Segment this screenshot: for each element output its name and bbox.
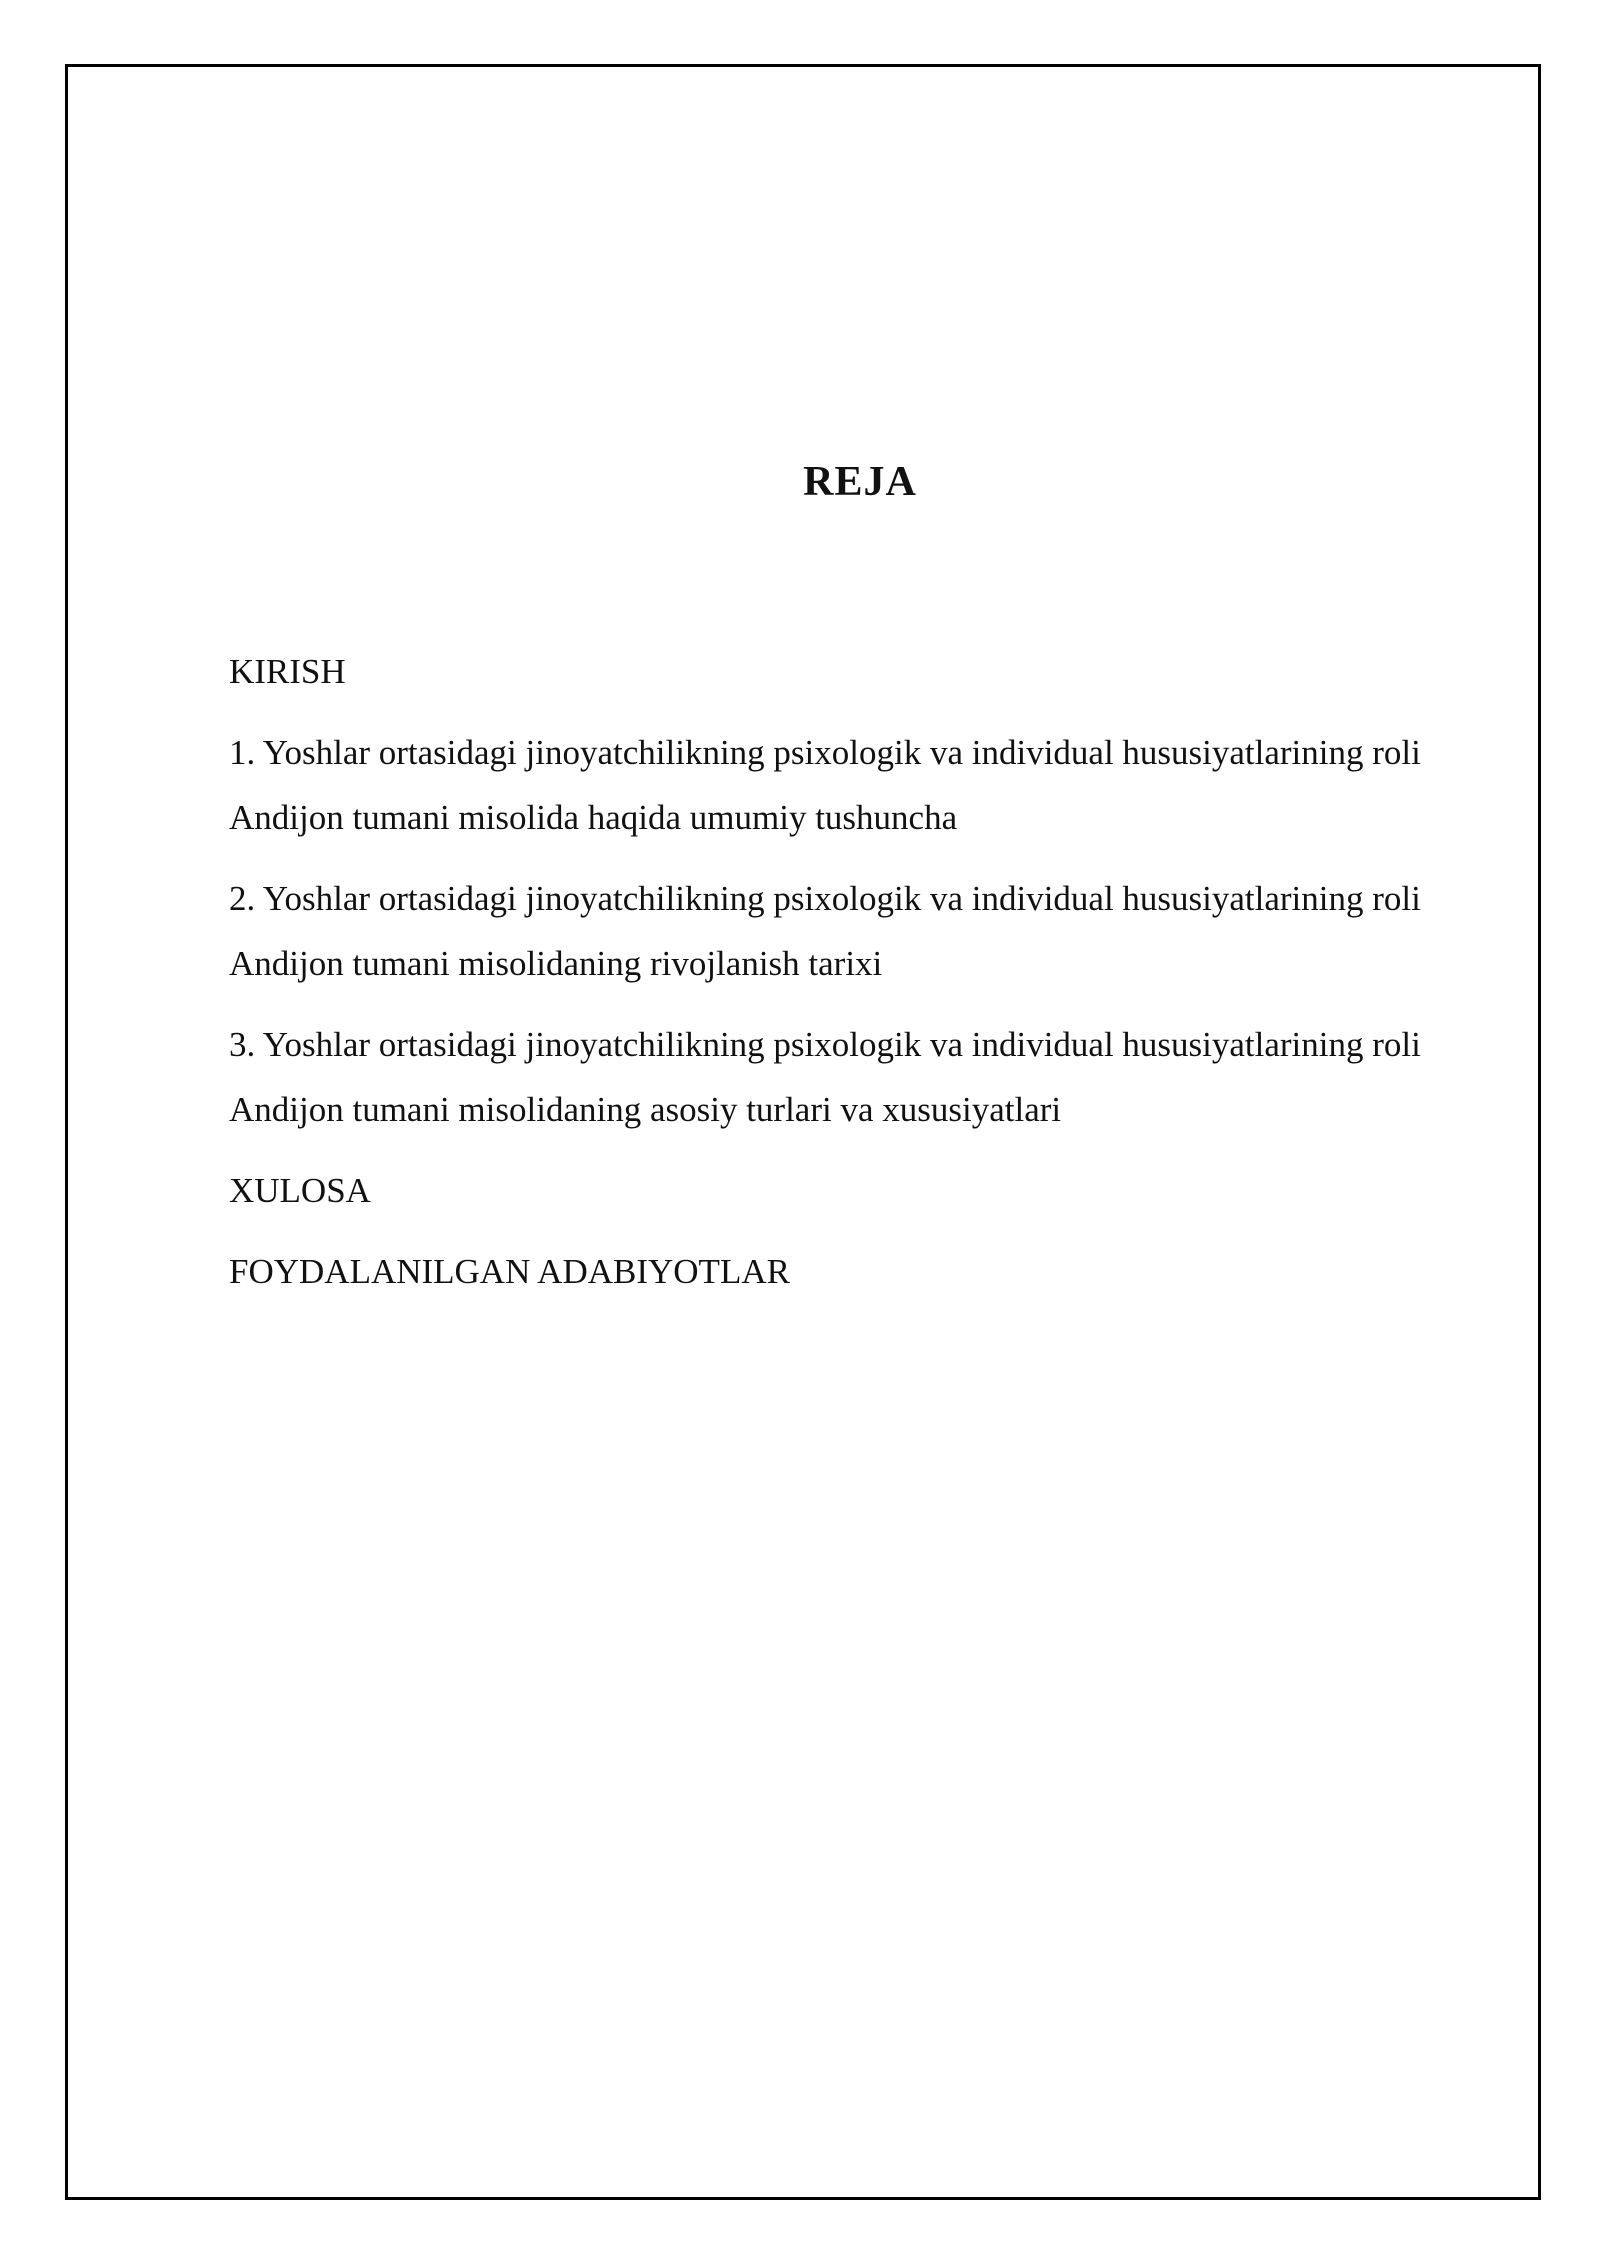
plan-item-references: FOYDALANILGAN ADABIYOTLAR bbox=[229, 1252, 790, 1291]
page-title: REJA bbox=[803, 459, 917, 505]
plan-item-chapter-1: 1. Yoshlar ortasidagi jinoyatchilikning psixologik va individual hususiyatlarining roli Andijon tumani misolida haqida umumiy tushuncha bbox=[229, 733, 1421, 837]
plan-item-introduction: KIRISH bbox=[229, 652, 346, 691]
plan-list bbox=[229, 639, 1479, 1320]
plan-item-chapter-2: 2. Yoshlar ortasidagi jinoyatchilikning psixologik va individual hususiyatlarining roli Andijon tumani misolidaning rivojlanish tarixi bbox=[229, 879, 1421, 983]
plan-item-conclusion: XULOSA bbox=[229, 1171, 371, 1210]
plan-item-chapter-3: 3. Yoshlar ortasidagi jinoyatchilikning psixologik va individual hususiyatlarining roli Andijon tumani misolidaning asosiy turlari va xususiyatlari bbox=[229, 1025, 1421, 1129]
